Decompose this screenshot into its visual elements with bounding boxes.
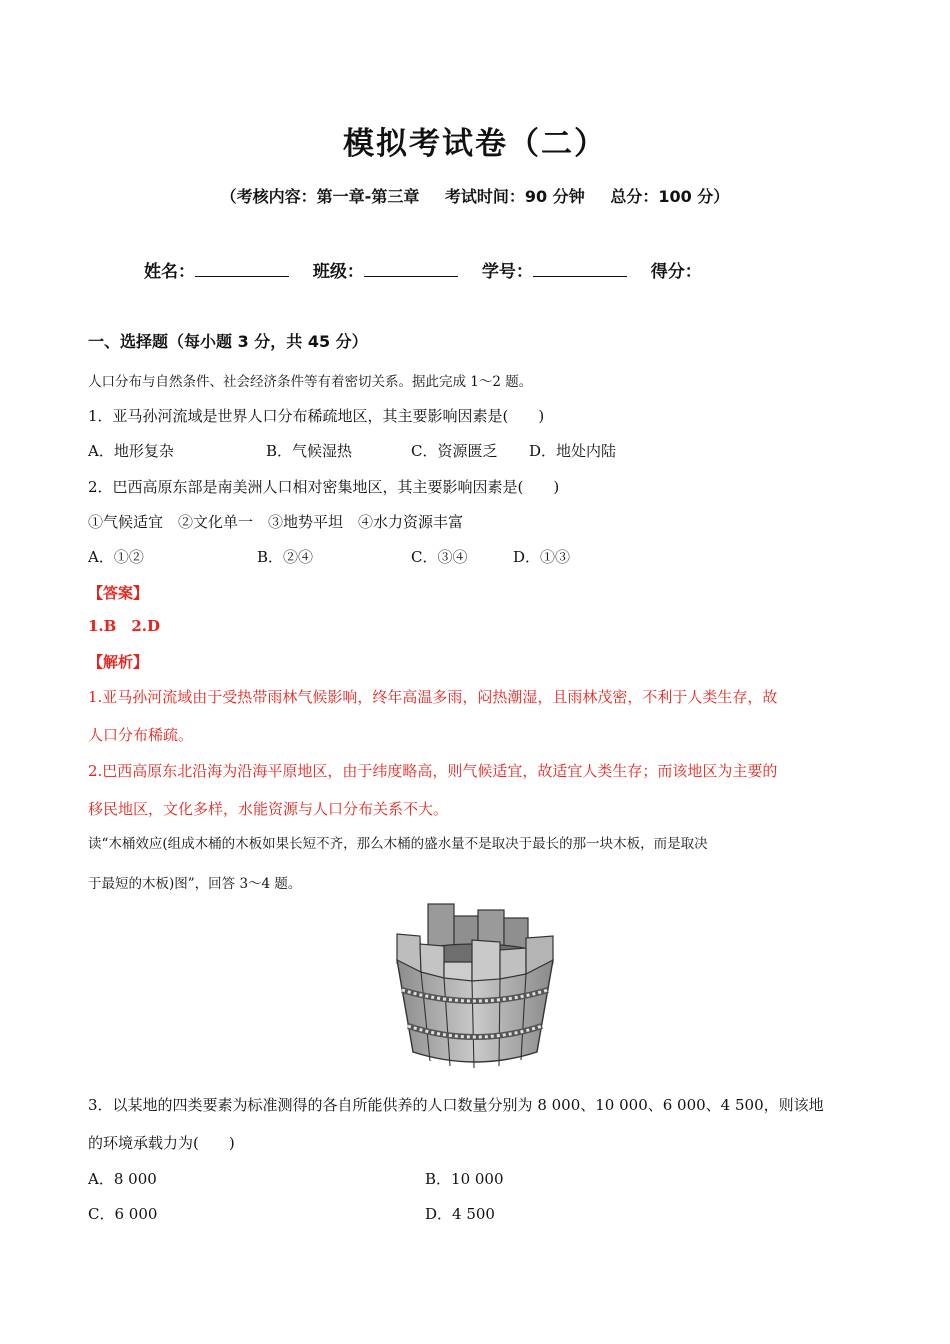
q3-option-a: A．8 000 xyxy=(88,1170,157,1188)
q1-option-d: D．地处内陆 xyxy=(529,442,617,460)
analysis-2-line-2: 移民地区，文化多样，水能资源与人口分布关系不大。 xyxy=(88,800,449,818)
subtitle-time: 考试时间：90 分钟 xyxy=(444,187,585,206)
intro-2-line-2: 于最短的木板)图”，回答 3～4 题。 xyxy=(88,876,302,892)
q2-option-c: C．③④ xyxy=(411,548,468,566)
answer-label: 【答案】 xyxy=(88,584,149,602)
question-1-stem: 1．亚马孙河流域是世界人口分布稀疏地区，其主要影响因素是( ) xyxy=(88,407,545,425)
question-3-stem-line-1: 3．以某地的四类要素为标准测得的各自所能供养的人口数量分别为 8 000、10 000、6 000、4 500，则该地 xyxy=(88,1096,824,1114)
subtitle-content: （考核内容：第一章-第三章 xyxy=(220,187,420,206)
question-2-stem: 2．巴西高原东部是南美洲人口相对密集地区，其主要影响因素是( ) xyxy=(88,478,560,496)
q3-option-b: B．10 000 xyxy=(425,1170,504,1188)
wooden-bucket-figure xyxy=(380,900,570,1070)
intro-2-line-1: 读“木桶效应(组成木桶的木板如果长短不齐，那么木桶的盛水量不是取决于最长的那一块木板，而是取决 xyxy=(88,836,708,852)
question-3-stem-line-2: 的环境承载力为( ) xyxy=(88,1134,235,1152)
class-blank[interactable] xyxy=(364,260,458,277)
id-blank[interactable] xyxy=(533,260,627,277)
student-info-row xyxy=(144,257,702,282)
q1-option-c: C．资源匮乏 xyxy=(411,442,498,460)
score-label: 得分： xyxy=(650,262,702,282)
intro-text: 人口分布与自然条件、社会经济条件等有着密切关系。据此完成 1～2 题。 xyxy=(88,374,533,390)
q2-option-b: B．②④ xyxy=(257,548,314,566)
class-label: 班级： xyxy=(312,262,364,282)
name-blank[interactable] xyxy=(195,260,289,277)
section-heading: 一、选择题（每小题 3 分，共 45 分） xyxy=(88,332,368,351)
q2-option-d: D．①③ xyxy=(513,548,571,566)
analysis-1-line-2: 人口分布稀疏。 xyxy=(88,726,194,744)
q3-option-c: C．6 000 xyxy=(88,1205,158,1223)
q1-option-a: A．地形复杂 xyxy=(88,442,174,460)
page-title: 模拟考试卷（二） xyxy=(343,126,607,162)
exam-subtitle xyxy=(0,184,950,207)
q1-option-b: B．气候湿热 xyxy=(266,442,353,460)
analysis-1-line-1: 1.亚马孙河流域由于受热带雨林气候影响，终年高温多雨，闷热潮湿，且雨林茂密，不利于人类生存，故 xyxy=(88,688,778,706)
answer-text: 1.B 2.D xyxy=(88,617,161,635)
question-2-items: ①气候适宜 ②文化单一 ③地势平坦 ④水力资源丰富 xyxy=(88,513,464,531)
subtitle-score: 总分：100 分） xyxy=(610,187,730,206)
name-label: 姓名： xyxy=(144,262,195,282)
wooden-bucket-icon xyxy=(380,900,570,1070)
analysis-2-line-1: 2.巴西高原东北沿海为沿海平原地区，由于纬度略高，则气候适宜，故适宜人类生存；而该地区为主要的 xyxy=(88,762,778,780)
q2-option-a: A．①② xyxy=(88,548,144,566)
analysis-label: 【解析】 xyxy=(88,653,149,671)
id-label: 学号： xyxy=(481,262,533,282)
q3-option-d: D．4 500 xyxy=(425,1205,495,1223)
